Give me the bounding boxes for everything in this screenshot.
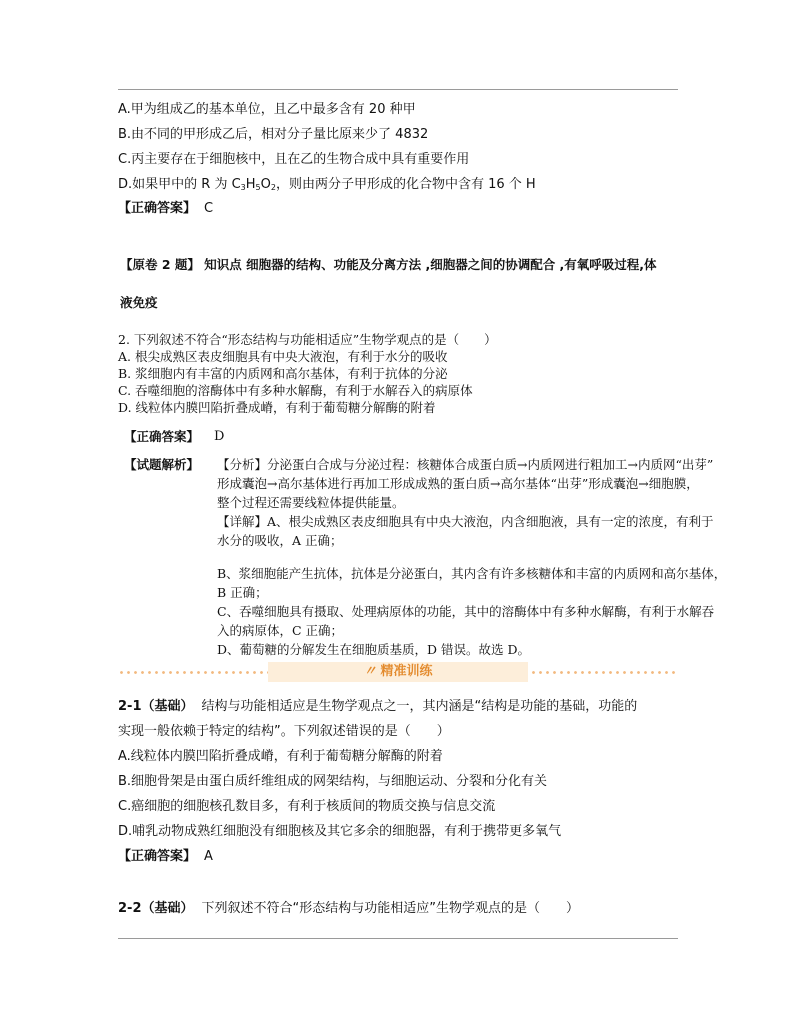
analysis-line: D、葡萄糖的分解发生在细胞质基质，D 错误。故选 D。	[217, 642, 531, 657]
analysis-line: B、浆细胞能产生抗体，抗体是分泌蛋白，其内含有许多核糖体和丰富的内质网和高尔基体，	[217, 566, 727, 581]
q2-option-d: D. 线粒体内膜凹陷折叠成嵴，有利于葡萄糖分解酶的附着	[118, 400, 436, 415]
q1-option-d	[118, 176, 536, 197]
analysis-line: 形成囊泡→高尔基体进行再加工形成成熟的蛋白质→高尔基体“出芽”形成囊泡→细胞膜，	[217, 476, 699, 491]
q2-answer-label: 【正确答案】	[124, 429, 200, 444]
q21-option-d: D.哺乳动物成熟红细胞没有细胞核及其它多余的细胞器，有利于携带更多氧气	[118, 824, 562, 839]
q21-option-b: B.细胞骨架是由蛋白质纤维组成的网架结构，与细胞运动、分裂和分化有关	[118, 774, 548, 789]
q21-option-c: C.癌细胞的细胞核孔数目多，有利于核质间的物质交换与信息交流	[118, 799, 496, 814]
pen-icon: 〃	[363, 664, 377, 679]
analysis-line: 【详解】A、根尖成熟区表皮细胞具有中央大液泡，内含细胞液，具有一定的浓度，有利于	[217, 514, 714, 529]
q2-stem: 2. 下列叙述不符合“形态结构与功能相适应”生物学观点的是（ ）	[118, 332, 497, 347]
analysis-line: C、吞噬细胞具有摄取、处理病原体的功能，其中的溶酶体中有多种水解酶，有利于水解吞	[217, 604, 715, 619]
section-banner	[118, 660, 678, 684]
analysis-line: 【分析】分泌蛋白合成与分泌过程：核糖体合成蛋白质→内质网进行粗加工→内质网“出芽”	[217, 457, 714, 472]
q21-prefix: 2-1（基础）	[118, 699, 194, 714]
analysis-line: B 正确；	[217, 585, 268, 600]
banner-title	[118, 663, 678, 681]
q21-stem-line-2: 实现一般依赖于特定的结构”。下列叙述错误的是（ ）	[118, 724, 450, 739]
q1-option-d-sub1: 3	[240, 183, 246, 192]
q1-option-d-post: ，则由两分子甲形成的化合物中含有 16 个 H	[275, 177, 536, 192]
bottom-divider	[118, 938, 678, 939]
q2-analysis-label: 【试题解析】	[124, 457, 200, 472]
q22-stem	[118, 900, 579, 918]
q1-option-d-sub2: 5	[255, 183, 261, 192]
q1-option-d-sub3: 2	[270, 183, 276, 192]
q1-answer-value: C	[204, 201, 214, 216]
source-line-2: 液免疫	[120, 295, 158, 310]
q1-option-d-pre: D.如果甲中的 R 为 C	[118, 177, 241, 192]
q2-option-c: C. 吞噬细胞的溶酶体中有多种水解酶，有利于水解吞入的病原体	[118, 383, 473, 398]
banner-title-text: 精准训练	[380, 664, 433, 679]
q1-option-c: C.丙主要存在于细胞核中，且在乙的生物合成中具有重要作用	[118, 152, 470, 167]
q1-option-a: A.甲为组成乙的基本单位，且乙中最多含有 20 种甲	[118, 102, 416, 117]
q2-option-a: A. 根尖成熟区表皮细胞具有中央大液泡，有利于水分的吸收	[118, 349, 448, 364]
q21-answer	[118, 848, 213, 866]
q1-option-d-o: O	[260, 177, 271, 192]
q21-option-a: A.线粒体内膜凹陷折叠成嵴，有利于葡萄糖分解酶的附着	[118, 749, 443, 764]
q2-answer-value: D	[214, 429, 225, 444]
q21-answer-value: A	[204, 849, 213, 864]
q21-stem-text-1: 结构与功能相适应是生物学观点之一，其内涵是“结构是功能的基础，功能的	[201, 699, 638, 714]
q2-option-b: B. 浆细胞内有丰富的内质网和高尔基体，有利于抗体的分泌	[118, 366, 448, 381]
q21-answer-label: 【正确答案】	[118, 849, 197, 864]
q21-stem-line-1	[118, 698, 637, 716]
q1-answer	[118, 200, 213, 218]
analysis-line: 整个过程还需要线粒体提供能量。	[217, 495, 405, 510]
q1-option-d-h: H	[245, 177, 256, 192]
top-divider	[118, 89, 678, 90]
analysis-line: 水分的吸收，A 正确；	[217, 533, 343, 548]
q22-stem-text: 下列叙述不符合“形态结构与功能相适应”生物学观点的是（ ）	[201, 901, 579, 916]
analysis-line: 入的病原体，C 正确；	[217, 623, 344, 638]
q1-answer-label: 【正确答案】	[118, 201, 197, 216]
source-line-1: 【原卷 2 题】 知识点 细胞器的结构、功能及分离方法 ,细胞器之间的协调配合 ,有氧呼吸过程,体	[120, 257, 657, 272]
q1-option-b: B.由不同的甲形成乙后，相对分子量比原来少了 4832	[118, 127, 429, 142]
q2-analysis	[217, 455, 726, 659]
q22-prefix: 2-2（基础）	[118, 901, 194, 916]
